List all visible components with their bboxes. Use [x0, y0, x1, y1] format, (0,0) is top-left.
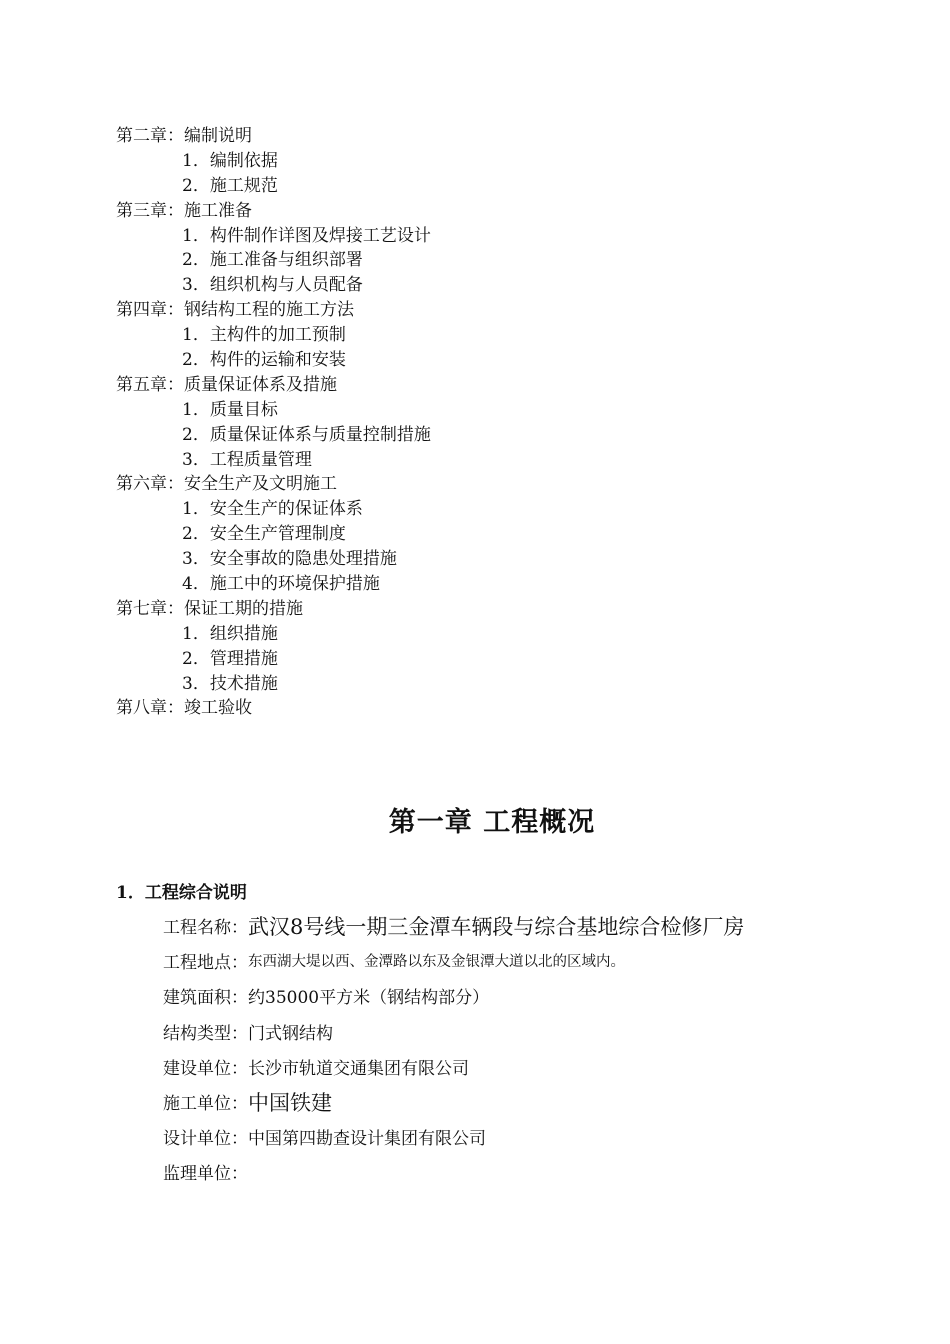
structure-label: 结构类型：: [163, 1023, 248, 1044]
area-row: [163, 978, 744, 1013]
chapter-title: 第一章 工程概况: [388, 807, 596, 838]
toc-item: 3．工程质量管理: [182, 449, 312, 470]
owner-value: 长沙市轨道交通集团有限公司: [248, 1058, 469, 1079]
toc-chapter: 第四章：钢结构工程的施工方法: [116, 300, 354, 321]
toc-chapter: 第五章：质量保证体系及措施: [116, 374, 337, 395]
toc-item: 1．编制依据: [182, 150, 278, 171]
toc-item: 3．安全事故的隐患处理措施: [182, 549, 397, 570]
toc-chapter: 第二章：编制说明: [116, 126, 252, 146]
toc-item: 2．施工规范: [182, 175, 278, 196]
toc-item: 1．主构件的加工预制: [182, 325, 346, 346]
toc-chapter: 第八章：竣工验收: [116, 698, 252, 719]
section-heading: 1．工程综合说明: [116, 883, 247, 903]
location-value: 东西湖大堤以西、金潭路以东及金银潭大道以北的区域内。: [248, 954, 625, 971]
toc-item: 4．施工中的环境保护措施: [182, 574, 380, 595]
toc-item: 2．安全生产管理制度: [182, 524, 346, 545]
toc-item: 1．质量目标: [182, 399, 278, 420]
toc-item: 3．组织机构与人员配备: [182, 275, 363, 296]
area-value: 约35000平方米（钢结构部分）: [248, 988, 490, 1009]
contractor-value: 中国铁建: [248, 1090, 332, 1115]
toc-chapter: 第七章：保证工期的措施: [116, 598, 303, 619]
toc-item: 2．构件的运输和安装: [182, 350, 346, 371]
toc-chapter: 第六章：安全生产及文明施工: [116, 474, 337, 495]
supervisor-label: 监理单位：: [163, 1164, 248, 1185]
project-name-value: 武汉8号线一期三金潭车辆段与综合基地综合检修厂房: [248, 914, 745, 939]
area-label: 建筑面积：: [163, 988, 248, 1009]
project-name-label: 工程名称：: [163, 918, 248, 939]
location-label: 工程地点：: [163, 953, 248, 974]
designer-row: [163, 1119, 744, 1154]
designer-value: 中国第四勘查设计集团有限公司: [248, 1129, 486, 1150]
toc-item: 2．管理措施: [182, 648, 278, 669]
toc-item: 1．构件制作详图及焊接工艺设计: [182, 225, 431, 246]
toc-item: 2．质量保证体系与质量控制措施: [182, 424, 431, 445]
project-info: [163, 908, 744, 1190]
supervisor-row: [163, 1154, 744, 1189]
location-row: [163, 943, 744, 978]
project-name-row: [163, 908, 744, 943]
toc-item: 1．安全生产的保证体系: [182, 499, 363, 520]
toc-item: 1．组织措施: [182, 623, 278, 644]
structure-value: 门式钢结构: [248, 1023, 333, 1044]
toc-chapter: 第三章：施工准备: [116, 200, 252, 221]
table-of-contents: [116, 124, 431, 721]
toc-item: 3．技术措施: [182, 673, 278, 694]
contractor-row: [163, 1084, 744, 1119]
designer-label: 设计单位：: [163, 1129, 248, 1150]
structure-row: [163, 1014, 744, 1049]
contractor-label: 施工单位：: [163, 1094, 248, 1115]
owner-row: [163, 1049, 744, 1084]
toc-item: 2．施工准备与组织部署: [182, 250, 363, 271]
owner-label: 建设单位：: [163, 1058, 248, 1079]
